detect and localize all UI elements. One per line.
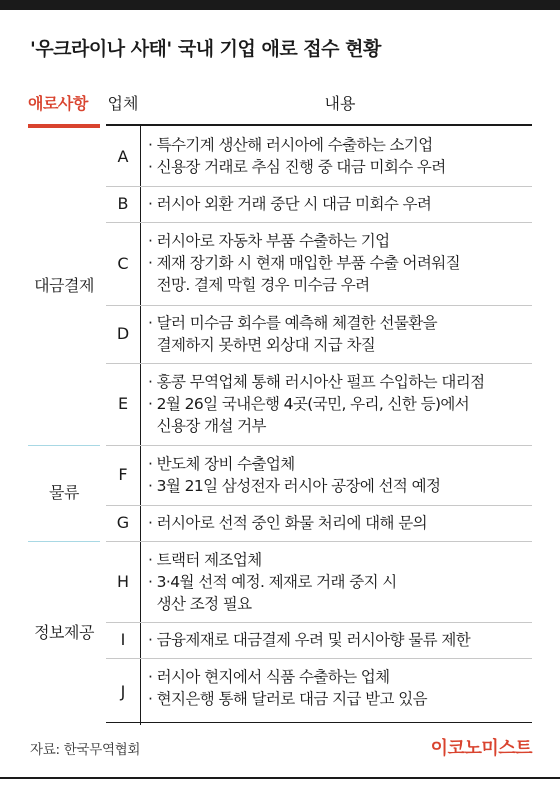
company-code: E bbox=[117, 394, 129, 413]
row-divider bbox=[106, 622, 532, 623]
category-logistics: 물류 bbox=[49, 483, 79, 502]
content-cell bbox=[148, 629, 532, 651]
content-line: · 트랙터 제조업체 bbox=[148, 551, 262, 569]
column-divider bbox=[140, 126, 141, 725]
content-line: · 러시아 현지에서 식품 수출하는 업체 bbox=[148, 668, 390, 686]
header-category: 애로사항 bbox=[28, 94, 88, 113]
row-divider bbox=[106, 445, 532, 446]
row-divider bbox=[106, 541, 532, 542]
row-divider bbox=[106, 658, 532, 659]
category-divider bbox=[28, 541, 100, 542]
company-code: A bbox=[117, 147, 129, 166]
content-line: · 금융제재로 대금결제 우려 및 러시아향 물류 제한 bbox=[148, 631, 471, 649]
category-information: 정보제공 bbox=[34, 623, 94, 642]
content-line: · 3·4월 선적 예정. 제재로 거래 중지 시 bbox=[148, 573, 397, 591]
bottom-rule bbox=[0, 777, 560, 779]
company-code: D bbox=[116, 324, 130, 343]
content-line: 전망. 결제 막힐 경우 미수금 우려 bbox=[148, 276, 370, 294]
row-divider bbox=[106, 305, 532, 306]
row-divider bbox=[106, 222, 532, 223]
content-line: · 홍콩 무역업체 통해 러시아산 펄프 수입하는 대리점 bbox=[148, 373, 485, 391]
content-line: · 달러 미수금 회수를 예측해 체결한 선물환을 bbox=[148, 314, 438, 332]
content-cell bbox=[148, 666, 532, 710]
content-line: · 러시아 외환 거래 중단 시 대금 미회수 우려 bbox=[148, 195, 432, 213]
content-cell bbox=[148, 134, 532, 178]
content-line: · 제재 장기화 시 현재 매입한 부품 수출 어려워질 bbox=[148, 254, 461, 272]
content-cell bbox=[148, 193, 532, 215]
row-divider bbox=[106, 363, 532, 364]
company-code: H bbox=[116, 572, 130, 591]
content-line: 생산 조정 필요 bbox=[148, 595, 252, 613]
content-line: · 반도체 장비 수출업체 bbox=[148, 455, 295, 473]
content-line: · 2월 26일 국내은행 4곳(국민, 우리, 신한 등)에서 bbox=[148, 395, 470, 413]
content-line: · 러시아로 선적 중인 화물 처리에 대해 문의 bbox=[148, 514, 427, 532]
header-company: 업체 bbox=[107, 94, 139, 113]
content-cell bbox=[148, 512, 532, 534]
content-line: 결제하지 못하면 외상대 지급 차질 bbox=[148, 336, 376, 354]
content-line: · 러시아로 자동차 부품 수출하는 기업 bbox=[148, 232, 390, 250]
page-title: '우크라이나 사태' 국내 기업 애로 접수 현황 bbox=[30, 38, 381, 60]
content-line: · 현지은행 통해 달러로 대금 지급 받고 있음 bbox=[148, 690, 427, 708]
content-cell bbox=[148, 312, 532, 356]
content-line: · 신용장 거래로 추심 진행 중 대금 미회수 우려 bbox=[148, 158, 446, 176]
category-payment: 대금결제 bbox=[34, 276, 94, 295]
content-cell bbox=[148, 371, 532, 437]
category-header-accent bbox=[28, 124, 100, 128]
content-cell bbox=[148, 549, 532, 615]
category-divider bbox=[28, 445, 100, 446]
company-code: J bbox=[120, 682, 126, 701]
brand-logo: 이코노미스트 bbox=[430, 738, 532, 759]
row-divider bbox=[106, 186, 532, 187]
content-cell bbox=[148, 453, 532, 497]
company-code: G bbox=[116, 513, 130, 532]
company-code: B bbox=[117, 194, 129, 213]
content-line: 신용장 개설 거부 bbox=[148, 417, 266, 435]
row-divider bbox=[106, 505, 532, 506]
content-line: · 3월 21일 삼성전자 러시아 공장에 선적 예정 bbox=[148, 477, 441, 495]
content-cell bbox=[148, 230, 532, 296]
top-bar bbox=[0, 0, 560, 10]
header-content: 내용 bbox=[324, 94, 356, 113]
company-code: I bbox=[120, 630, 126, 649]
company-code: C bbox=[117, 254, 129, 273]
source-note: 자료: 한국무역협회 bbox=[30, 742, 141, 758]
content-line: · 특수기계 생산해 러시아에 수출하는 소기업 bbox=[148, 136, 433, 154]
header-rule bbox=[106, 124, 532, 126]
table-bottom-rule bbox=[106, 722, 532, 723]
company-code: F bbox=[118, 465, 128, 484]
